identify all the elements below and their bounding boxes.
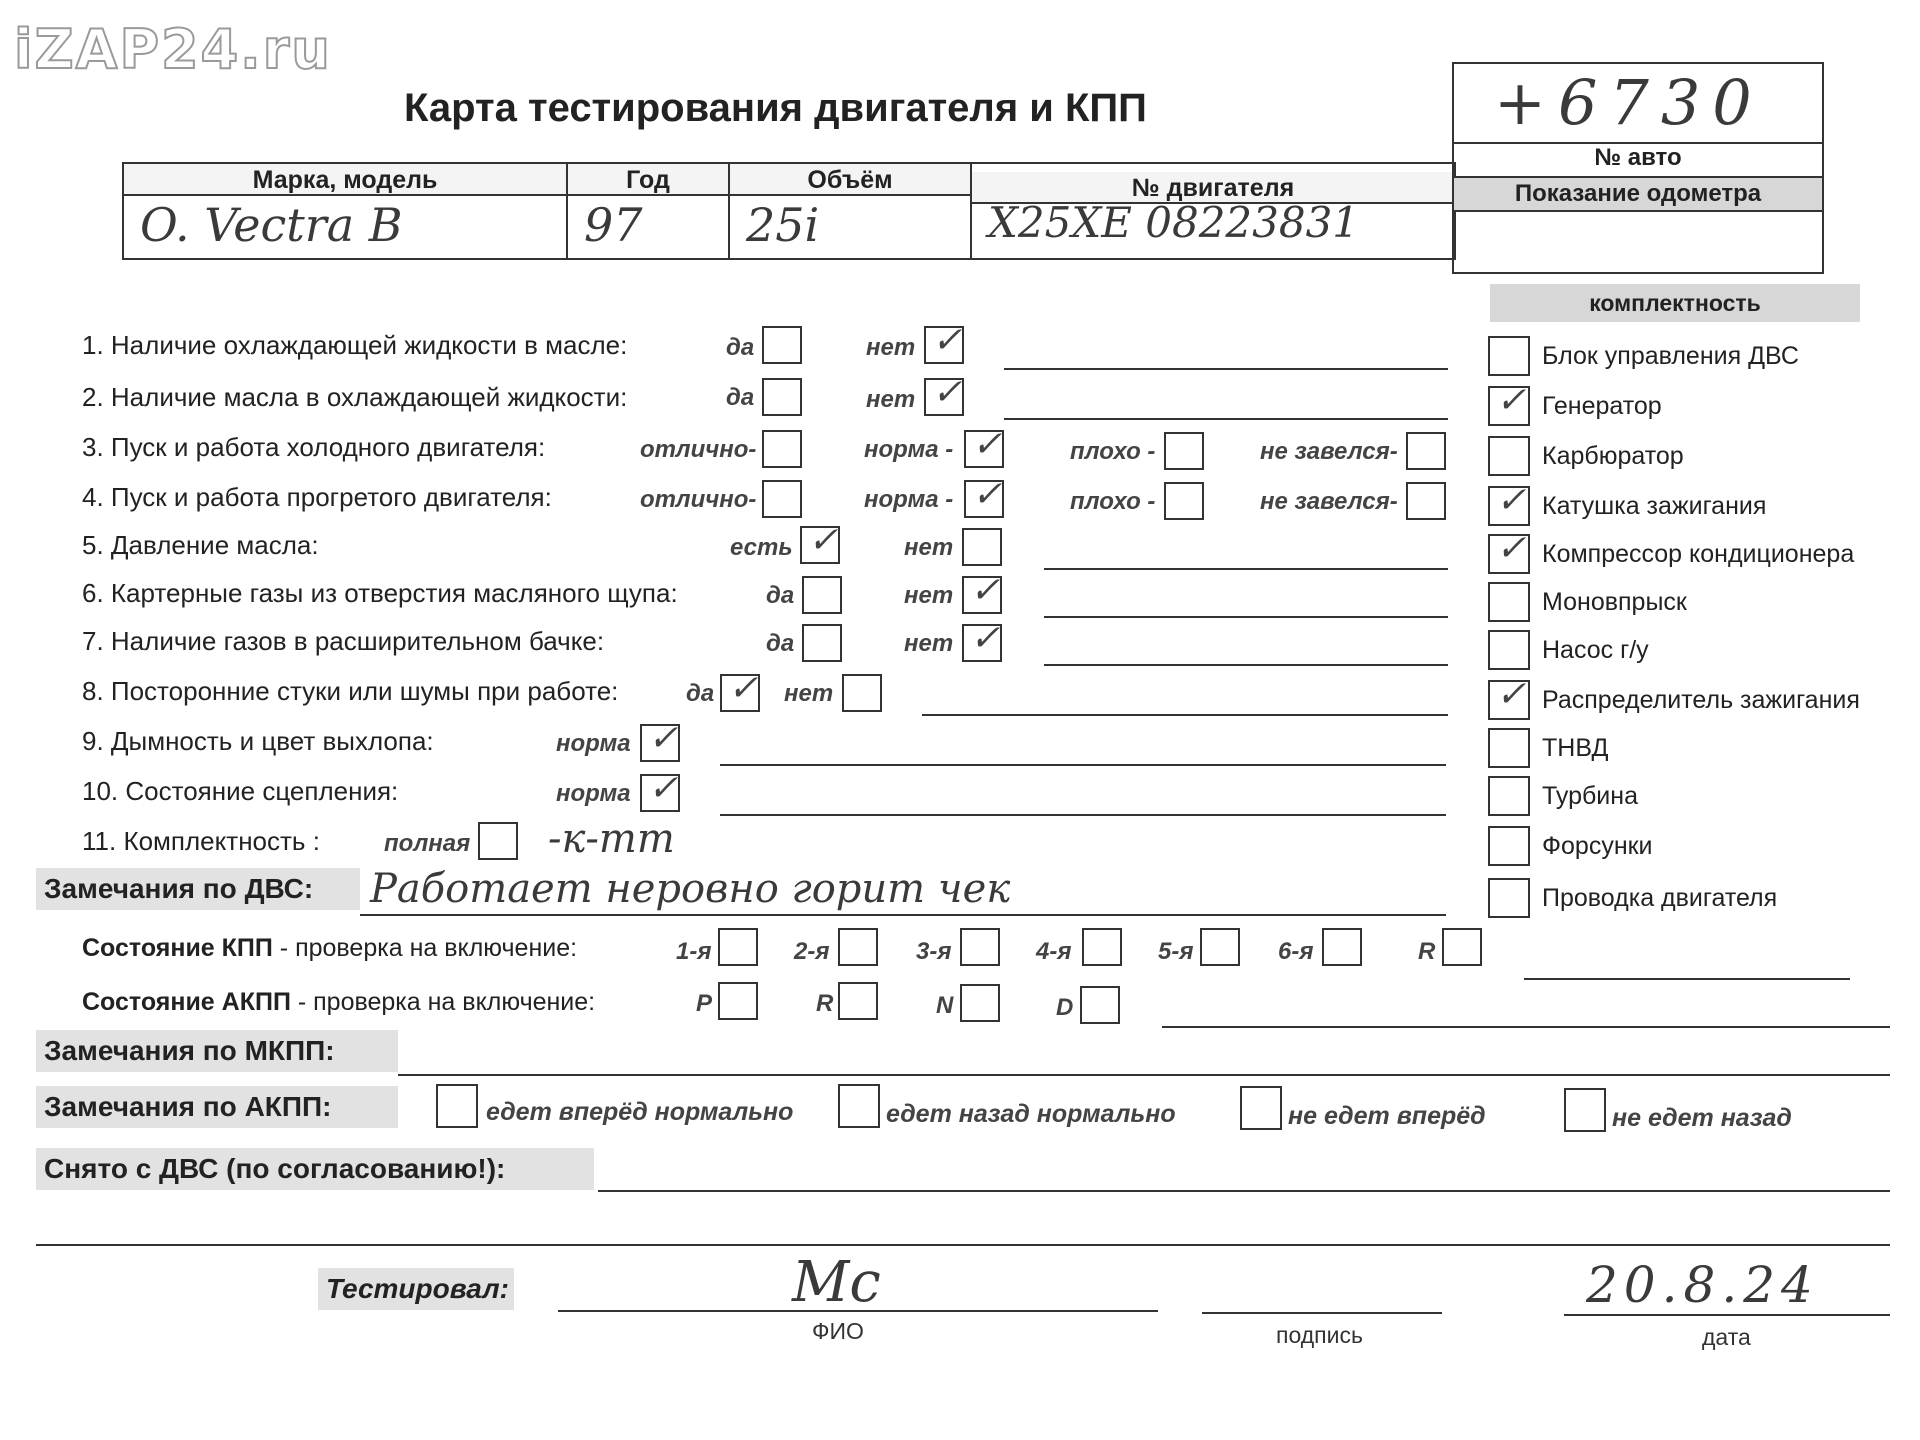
checkbox-yes[interactable] xyxy=(762,378,802,416)
akpp-option-label: не едет назад xyxy=(1612,1104,1792,1132)
document-title: Карта тестирования двигателя и КПП xyxy=(404,86,1147,130)
komplekt-checkbox[interactable] xyxy=(1488,336,1530,376)
fill-line xyxy=(1044,616,1448,618)
checkbox-full[interactable] xyxy=(478,822,518,860)
watermark-logo: iZAP24.ru xyxy=(14,18,332,81)
gear-label: 4-я xyxy=(1036,938,1072,965)
komplekt-checkbox[interactable] xyxy=(1488,436,1530,476)
option-label: норма xyxy=(556,730,631,757)
komplekt-checkbox[interactable] xyxy=(1488,380,1530,426)
komplekt-item: Форсунки xyxy=(1542,832,1653,860)
check-mark-icon: ✓ xyxy=(1496,528,1527,569)
gear-checkbox[interactable] xyxy=(1442,928,1482,966)
fio-line xyxy=(558,1310,1158,1312)
checkbox-no[interactable] xyxy=(962,528,1002,566)
fill-line xyxy=(1004,368,1448,370)
header-value-model: O. Vectra B xyxy=(140,198,403,252)
checkbox-yes[interactable] xyxy=(802,624,842,662)
komplekt-checkbox[interactable] xyxy=(1488,728,1530,768)
akpp-backward-ok-checkbox[interactable] xyxy=(838,1084,880,1128)
checklist-item-5: 5. Давление масла: xyxy=(82,530,319,560)
gear-checkbox[interactable] xyxy=(718,928,758,966)
option-label: норма xyxy=(556,780,631,807)
komplekt-checkbox[interactable] xyxy=(1488,878,1530,918)
header-cell-volume xyxy=(730,164,972,258)
checkbox-bad[interactable] xyxy=(1164,482,1204,520)
option-label: да xyxy=(686,680,715,707)
komplekt-checkbox[interactable] xyxy=(1488,528,1530,574)
checkbox-not-started[interactable] xyxy=(1406,482,1446,520)
gear-label: 3-я xyxy=(916,938,952,965)
akpp-state-label-bold: Состояние АКПП xyxy=(82,988,291,1016)
komplekt-item: Карбюратор xyxy=(1542,442,1684,470)
fill-line xyxy=(720,814,1446,816)
gear-label: 6-я xyxy=(1278,938,1314,965)
option-label: да xyxy=(726,384,755,411)
car-number-cell xyxy=(1454,64,1822,144)
akpp-no-backward-checkbox[interactable] xyxy=(1564,1088,1606,1132)
header-label-year: Год xyxy=(568,164,728,196)
komplekt-checkbox[interactable] xyxy=(1488,826,1530,866)
checklist-item-9: 9. Дымность и цвет выхлопа: xyxy=(82,726,434,756)
akpp-state-label-rest: - проверка на включение: xyxy=(290,988,596,1016)
gear-label: 5-я xyxy=(1158,938,1194,965)
checkbox-no[interactable] xyxy=(924,320,964,364)
komplekt-item: Компрессор кондиционера xyxy=(1542,540,1855,568)
check-mark-icon: ✓ xyxy=(648,768,679,809)
checkbox-normal[interactable] xyxy=(640,718,680,762)
date-line xyxy=(1564,1314,1890,1316)
checkbox-normal[interactable] xyxy=(640,768,680,812)
checklist-item-8: 8. Посторонние стуки или шумы при работе: xyxy=(82,676,619,706)
option-label: да xyxy=(726,334,755,361)
option-label: нет xyxy=(904,582,954,609)
header-table xyxy=(122,162,1456,260)
mode-checkbox[interactable] xyxy=(718,982,758,1020)
check-mark-icon: ✓ xyxy=(970,618,1001,659)
fill-line xyxy=(1044,664,1448,666)
gear-checkbox[interactable] xyxy=(838,928,878,966)
akpp-option-label: едет вперёд нормально xyxy=(486,1098,794,1126)
section-mkpp-notes: Замечания по МКПП: xyxy=(36,1030,398,1072)
header-value-year: 97 xyxy=(584,198,643,252)
akpp-no-forward-checkbox[interactable] xyxy=(1240,1086,1282,1130)
checkbox-yes[interactable] xyxy=(800,520,840,564)
handwritten-komplekt-note: -к-тт xyxy=(548,816,675,862)
section-removed-from-engine: Снято с ДВС (по согласованию!): xyxy=(36,1148,594,1190)
option-label: нет xyxy=(784,680,834,707)
handwritten-dvs-note: Работает неровно горит чек xyxy=(370,866,1011,912)
option-label: не завелся- xyxy=(1260,438,1398,465)
option-label: есть xyxy=(730,534,793,561)
date-caption: дата xyxy=(1702,1324,1751,1350)
mode-label: R xyxy=(816,990,834,1017)
gear-label: 1-я xyxy=(676,938,712,965)
check-mark-icon: ✓ xyxy=(932,372,963,413)
check-mark-icon: ✓ xyxy=(970,570,1001,611)
car-number-label: № авто xyxy=(1594,144,1682,171)
checklist-item-10: 10. Состояние сцепления: xyxy=(82,776,399,806)
header-cell-engine-number xyxy=(972,164,1454,258)
section-akpp-notes: Замечания по АКПП: xyxy=(36,1086,398,1128)
fill-line xyxy=(1162,1026,1890,1028)
kpp-state-label-rest: - проверка на включение: xyxy=(272,934,578,962)
komplekt-title: комплектность xyxy=(1490,284,1860,322)
checklist-item-2: 2. Наличие масла в охлаждающей жидкости: xyxy=(82,382,628,412)
checklist-item-7: 7. Наличие газов в расширительном бачке: xyxy=(82,626,605,656)
checklist-item-6: 6. Картерные газы из отверстия масляного щупа: xyxy=(82,578,678,608)
komplekt-item: Насос г/у xyxy=(1542,636,1649,664)
akpp-forward-ok-checkbox[interactable] xyxy=(436,1084,478,1128)
mode-checkbox[interactable] xyxy=(1080,986,1120,1024)
header-value-engine-number: X25XE 08223831 xyxy=(988,198,1360,247)
check-mark-icon: ✓ xyxy=(648,718,679,759)
option-label: нет xyxy=(866,334,916,361)
mode-label: D xyxy=(1056,994,1074,1021)
check-mark-icon: ✓ xyxy=(972,424,1003,465)
komplekt-checkbox[interactable] xyxy=(1488,582,1530,622)
option-label: не завелся- xyxy=(1260,488,1398,515)
checkbox-yes[interactable] xyxy=(720,668,760,712)
date-handwriting: 20.8.24 xyxy=(1586,1256,1819,1314)
header-label-model: Марка, модель xyxy=(124,164,566,196)
checkbox-no[interactable] xyxy=(962,618,1002,662)
komplekt-item: Распределитель зажигания xyxy=(1542,686,1860,714)
mode-label: P xyxy=(696,990,713,1017)
odometer-label: Показание одометра xyxy=(1454,176,1822,212)
checkbox-normal[interactable] xyxy=(964,424,1004,468)
komplekt-item: Моновпрыск xyxy=(1542,588,1687,616)
checkbox-bad[interactable] xyxy=(1164,432,1204,470)
option-label: норма - xyxy=(864,486,954,513)
check-mark-icon: ✓ xyxy=(1496,480,1527,521)
mode-label: N xyxy=(936,992,954,1019)
check-mark-icon: ✓ xyxy=(932,320,963,361)
fill-line xyxy=(398,1074,1890,1076)
fill-line xyxy=(1004,418,1448,420)
mode-checkbox[interactable] xyxy=(838,982,878,1020)
komplekt-item: Генератор xyxy=(1542,392,1662,420)
option-label: нет xyxy=(904,630,954,657)
checkbox-yes[interactable] xyxy=(802,576,842,614)
komplekt-checkbox[interactable] xyxy=(1488,776,1530,816)
check-mark-icon: ✓ xyxy=(1496,380,1527,421)
fill-line xyxy=(1044,568,1448,570)
mode-checkbox[interactable] xyxy=(960,984,1000,1022)
gear-checkbox[interactable] xyxy=(960,928,1000,966)
header-cell-model xyxy=(124,164,568,258)
option-label: плохо - xyxy=(1070,438,1156,465)
komplekt-checkbox[interactable] xyxy=(1488,630,1530,670)
komplekt-checkbox[interactable] xyxy=(1488,674,1530,720)
akpp-state-label xyxy=(82,988,595,1017)
header-cell-year xyxy=(568,164,730,258)
check-mark-icon: ✓ xyxy=(808,520,839,561)
kpp-state-label xyxy=(82,934,577,963)
komplekt-item: Блок управления ДВС xyxy=(1542,342,1799,370)
checkbox-normal[interactable] xyxy=(964,474,1004,518)
checklist-item-3: 3. Пуск и работа холодного двигателя: xyxy=(82,432,546,462)
komplekt-item: Катушка зажигания xyxy=(1542,492,1767,520)
option-label: нет xyxy=(866,386,916,413)
option-label: норма - xyxy=(864,436,954,463)
checkbox-no[interactable] xyxy=(962,570,1002,614)
header-label-volume: Объём xyxy=(730,164,970,196)
gear-checkbox[interactable] xyxy=(1322,928,1362,966)
option-label: да xyxy=(766,630,795,657)
fio-caption: ФИО xyxy=(812,1318,864,1344)
akpp-option-label: не едет вперёд xyxy=(1288,1102,1486,1130)
fill-line xyxy=(36,1244,1890,1246)
check-mark-icon: ✓ xyxy=(1496,674,1527,715)
checklist-item-1: 1. Наличие охлаждающей жидкости в масле: xyxy=(82,330,628,360)
gear-checkbox[interactable] xyxy=(1200,928,1240,966)
checkbox-yes[interactable] xyxy=(762,326,802,364)
option-label: да xyxy=(766,582,795,609)
header-value-volume: 25i xyxy=(746,198,820,252)
komplekt-item: Проводка двигателя xyxy=(1542,884,1778,912)
option-label: отлично- xyxy=(640,486,757,513)
akpp-option-label: едет назад нормально xyxy=(886,1100,1176,1128)
car-number-value: +6730 xyxy=(1494,66,1764,139)
option-label: плохо - xyxy=(1070,488,1156,515)
gear-label: R xyxy=(1418,938,1436,965)
option-label: отлично- xyxy=(640,436,757,463)
kpp-state-label-bold: Состояние КПП xyxy=(82,934,273,962)
komplekt-item: ТНВД xyxy=(1542,734,1609,762)
check-mark-icon: ✓ xyxy=(972,474,1003,515)
signature-line xyxy=(1202,1312,1442,1314)
fill-line xyxy=(922,714,1448,716)
header-label-engine-number: № двигателя xyxy=(972,172,1454,204)
tested-by-label: Тестировал: xyxy=(318,1268,514,1310)
checkbox-excellent[interactable] xyxy=(762,480,802,518)
option-label: полная xyxy=(384,830,471,857)
checkbox-no[interactable] xyxy=(924,372,964,416)
komplekt-checkbox[interactable] xyxy=(1488,480,1530,526)
checkbox-excellent[interactable] xyxy=(762,430,802,468)
car-number-box xyxy=(1452,62,1824,274)
fill-line xyxy=(360,914,1446,916)
gear-label: 2-я xyxy=(794,938,830,965)
fill-line xyxy=(720,764,1446,766)
checklist-item-11: 11. Комплектность : xyxy=(82,826,320,856)
fill-line xyxy=(1524,978,1850,980)
section-dvs-notes: Замечания по ДВС: xyxy=(36,868,360,910)
fill-line xyxy=(598,1190,1890,1192)
gear-checkbox[interactable] xyxy=(1082,928,1122,966)
check-mark-icon: ✓ xyxy=(728,668,759,709)
checkbox-no[interactable] xyxy=(842,674,882,712)
komplekt-item: Турбина xyxy=(1542,782,1638,810)
checkbox-not-started[interactable] xyxy=(1406,432,1446,470)
checklist-item-4: 4. Пуск и работа прогретого двигателя: xyxy=(82,482,552,512)
tester-handwriting: Мс xyxy=(792,1250,881,1315)
signature-caption: подпись xyxy=(1276,1322,1363,1348)
option-label: нет xyxy=(904,534,954,561)
